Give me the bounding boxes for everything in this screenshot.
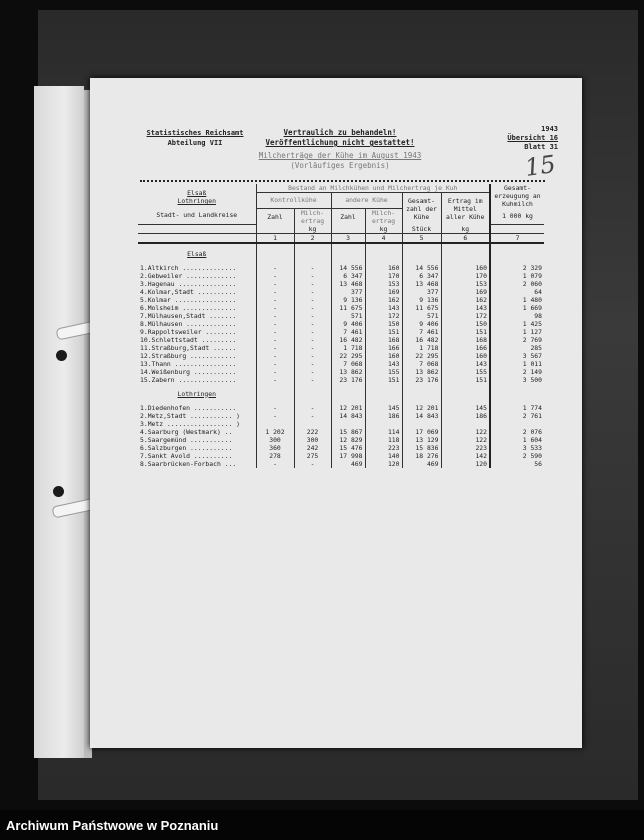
value-cell: - [294, 360, 331, 368]
document-page [90, 78, 582, 748]
value-cell: 22 295 [402, 352, 441, 360]
value-cell: 469 [331, 460, 365, 468]
unit-stueck: Stück [402, 225, 441, 234]
punch-hole [53, 486, 64, 497]
table-row [138, 360, 544, 368]
district-name: 7.Mülhausen,Stadt ....... [140, 311, 237, 320]
value-cell: 285 [490, 344, 544, 352]
value-cell: 11 675 [402, 304, 441, 312]
district-name: 2.Metz,Stadt ........... ) [140, 411, 241, 420]
value-cell: 360 [256, 444, 294, 452]
value-cell: 170 [441, 272, 490, 280]
col-milchertrag-andere: Milch-ertrag [365, 208, 402, 225]
value-cell: - [256, 288, 294, 296]
value-cell: - [294, 304, 331, 312]
district-name: 3.Hagenau ............... [140, 279, 237, 288]
value-cell: 170 [365, 272, 402, 280]
value-cell: - [294, 280, 331, 288]
value-cell: 150 [441, 320, 490, 328]
district-name: 1.Diedenhofen ........... [140, 403, 237, 412]
value-cell: 169 [365, 288, 402, 296]
value-cell: - [294, 336, 331, 344]
value-cell: 162 [365, 296, 402, 304]
value-cell: - [256, 312, 294, 320]
issuer-name: Statistisches Reichsamt [146, 129, 244, 137]
col-number: 3 [331, 233, 365, 243]
overview-number: Übersicht 16 [507, 134, 558, 142]
value-cell: 13 129 [402, 436, 441, 444]
document-subtitle: (Vorläufiges Ergebnis) [290, 161, 390, 170]
district-name: 7.Sankt Avold .......... [140, 451, 233, 460]
value-cell: 2 149 [490, 368, 544, 376]
handwritten-folio: 15 [523, 150, 558, 182]
value-cell: 15 476 [331, 444, 365, 452]
table-row [138, 420, 544, 428]
value-cell: - [256, 404, 294, 412]
confidential-notice: Vertraulich zu behandeln! [283, 128, 397, 137]
value-cell: 172 [365, 312, 402, 320]
value-cell: 122 [441, 436, 490, 444]
value-cell: 14 843 [331, 412, 365, 420]
value-cell: 9 406 [331, 320, 365, 328]
value-cell: 1 079 [490, 272, 544, 280]
value-cell: - [294, 368, 331, 376]
value-cell: 223 [441, 444, 490, 452]
table-row [138, 428, 544, 436]
value-cell [294, 420, 331, 428]
value-cell: - [294, 460, 331, 468]
value-cell: - [256, 360, 294, 368]
value-cell: 300 [256, 436, 294, 444]
table-row [138, 264, 544, 272]
value-cell: - [256, 460, 294, 468]
group-header: Bestand an Milchkühen und Milchertrag je Kuh [256, 184, 490, 193]
value-cell: 7 068 [331, 360, 365, 368]
value-cell: 140 [365, 452, 402, 460]
year: 1943 [541, 125, 558, 133]
value-cell: 14 843 [402, 412, 441, 420]
value-cell: 14 556 [331, 264, 365, 272]
sheet-number: Blatt 31 [524, 143, 558, 151]
value-cell: 168 [441, 336, 490, 344]
col-gesamterzeugung: Gesamt-erzeugung an Kuhmilch [490, 184, 544, 208]
value-cell [402, 420, 441, 428]
value-cell: 12 829 [331, 436, 365, 444]
value-cell: - [294, 320, 331, 328]
value-cell: 275 [294, 452, 331, 460]
district-name: 5.Saargemünd ........... [140, 435, 233, 444]
value-cell: 142 [441, 452, 490, 460]
archive-caption: Archiwum Państwowe w Poznaniu [6, 818, 219, 833]
value-cell: 23 176 [331, 376, 365, 384]
value-cell: 222 [294, 428, 331, 436]
publication-notice: Veröffentlichung nicht gestattet! [265, 138, 415, 147]
table-row [138, 444, 544, 452]
value-cell: 143 [441, 360, 490, 368]
punch-hole [56, 350, 67, 361]
table-row [138, 320, 544, 328]
section-header-row [138, 384, 544, 404]
district-name: 8.Mülhausen ............. [140, 319, 237, 328]
table-row [138, 452, 544, 460]
value-cell: 2 590 [490, 452, 544, 460]
value-cell: 166 [365, 344, 402, 352]
value-cell: 300 [294, 436, 331, 444]
value-cell: 23 176 [402, 376, 441, 384]
value-cell: - [294, 288, 331, 296]
value-cell: 14 556 [402, 264, 441, 272]
value-cell: - [256, 296, 294, 304]
value-cell: 571 [331, 312, 365, 320]
district-name: 3.Metz ................. ) [140, 419, 241, 428]
col-number: 1 [256, 233, 294, 243]
issuer-department: Abteilung VII [167, 139, 223, 147]
unit-kg: kg [365, 225, 402, 234]
value-cell: 1 774 [490, 404, 544, 412]
value-cell: 155 [441, 368, 490, 376]
district-name: 6.Salzburgen ........... [140, 443, 233, 452]
table-row [138, 304, 544, 312]
value-cell: 143 [365, 360, 402, 368]
value-cell: 1 669 [490, 304, 544, 312]
value-cell [441, 420, 490, 428]
district-name: 1.Altkirch .............. [140, 263, 237, 272]
value-cell: 186 [365, 412, 402, 420]
value-cell: 160 [365, 352, 402, 360]
value-cell: 114 [365, 428, 402, 436]
value-cell: 17 998 [331, 452, 365, 460]
value-cell: - [294, 272, 331, 280]
value-cell: - [256, 336, 294, 344]
value-cell: 12 201 [331, 404, 365, 412]
value-cell: 18 276 [402, 452, 441, 460]
value-cell: 9 136 [402, 296, 441, 304]
table-row [138, 436, 544, 444]
table-row [138, 328, 544, 336]
value-cell: 172 [441, 312, 490, 320]
value-cell: 377 [402, 288, 441, 296]
value-cell: 151 [441, 328, 490, 336]
col-gesamtzahl: Gesamt-zahl der Kühe [402, 193, 441, 225]
col-number: 4 [365, 233, 402, 243]
district-name: 14.Weißenburg ........... [140, 367, 237, 376]
value-cell: 143 [441, 304, 490, 312]
value-cell: 145 [441, 404, 490, 412]
value-cell: 151 [365, 328, 402, 336]
value-cell: 122 [441, 428, 490, 436]
reference-block [488, 125, 558, 152]
value-cell: 22 295 [331, 352, 365, 360]
value-cell: - [294, 376, 331, 384]
value-cell: 1 127 [490, 328, 544, 336]
col-milchertrag-kontroll: Milch-ertrag [294, 208, 331, 225]
table-row [138, 296, 544, 304]
value-cell: 15 867 [331, 428, 365, 436]
value-cell: - [256, 304, 294, 312]
table-row [138, 336, 544, 344]
binder-spine [34, 86, 86, 758]
value-cell: 160 [441, 352, 490, 360]
value-cell: 2 076 [490, 428, 544, 436]
section-header-row [138, 243, 544, 264]
value-cell: 3 533 [490, 444, 544, 452]
value-cell: - [256, 264, 294, 272]
unit-kg: kg [294, 225, 331, 234]
unit-kg: kg [441, 225, 490, 234]
district-name: 8.Saarbrücken-Forbach ... [140, 459, 237, 468]
value-cell: 1 718 [402, 344, 441, 352]
value-cell: 12 201 [402, 404, 441, 412]
unit-1000kg: 1 000 kg [490, 208, 544, 225]
value-cell: 13 862 [331, 368, 365, 376]
value-cell: - [294, 352, 331, 360]
value-cell: 153 [365, 280, 402, 288]
value-cell: 168 [365, 336, 402, 344]
table-row [138, 460, 544, 468]
value-cell: 9 136 [331, 296, 365, 304]
col-ertrag-mittel: Ertrag im Mittel aller Kühe [441, 193, 490, 225]
district-name: 2.Gebweiler ............. [140, 271, 237, 280]
sub-andere-kuehe: andere Kühe [331, 193, 402, 209]
region-header: Elsaß Lothringen Stadt- und Landkreise [138, 184, 256, 225]
table-body [138, 243, 544, 468]
table-row [138, 288, 544, 296]
value-cell: - [294, 404, 331, 412]
value-cell: 150 [365, 320, 402, 328]
value-cell: 155 [365, 368, 402, 376]
district-name: 4.Kolmar,Stadt .......... [140, 287, 237, 296]
value-cell: 162 [441, 296, 490, 304]
district-name: 12.Straßburg ............ [140, 351, 237, 360]
table-row [138, 404, 544, 412]
value-cell: 13 862 [402, 368, 441, 376]
milk-yield-table [138, 184, 544, 468]
district-name: 4.Saarburg (Westmark) .. [140, 427, 233, 436]
value-cell: - [256, 328, 294, 336]
value-cell: - [256, 272, 294, 280]
value-cell: - [256, 412, 294, 420]
value-cell [256, 420, 294, 428]
value-cell: 153 [441, 280, 490, 288]
table-row [138, 280, 544, 288]
col-zahl-andere: Zahl [331, 208, 365, 225]
value-cell: 377 [331, 288, 365, 296]
value-cell: - [294, 264, 331, 272]
value-cell: 186 [441, 412, 490, 420]
value-cell: 1 604 [490, 436, 544, 444]
col-zahl-kontroll: Zahl [256, 208, 294, 225]
district-name: 13.Thann ................ [140, 359, 237, 368]
value-cell: 16 482 [331, 336, 365, 344]
value-cell: 11 675 [331, 304, 365, 312]
value-cell: - [294, 328, 331, 336]
value-cell: 2 761 [490, 412, 544, 420]
title-block [240, 128, 440, 171]
section-title: Lothringen [177, 389, 216, 398]
col-number: 7 [490, 233, 544, 243]
value-cell: - [256, 352, 294, 360]
district-name: 9.Rappoltsweiler ........ [140, 327, 237, 336]
col-number: 5 [402, 233, 441, 243]
value-cell: 223 [365, 444, 402, 452]
value-cell: - [294, 296, 331, 304]
value-cell: 469 [402, 460, 441, 468]
value-cell: 1 718 [331, 344, 365, 352]
value-cell [365, 420, 402, 428]
col-number: 2 [294, 233, 331, 243]
value-cell: - [294, 344, 331, 352]
value-cell: 160 [365, 264, 402, 272]
value-cell [490, 420, 544, 428]
value-cell: - [256, 376, 294, 384]
value-cell: 64 [490, 288, 544, 296]
table-row [138, 344, 544, 352]
value-cell: 145 [365, 404, 402, 412]
district-name: 10.Schlettstadt ......... [140, 335, 237, 344]
value-cell: 2 329 [490, 264, 544, 272]
value-cell: 7 461 [331, 328, 365, 336]
value-cell: - [294, 412, 331, 420]
district-name: 5.Kolmar ................ [140, 295, 237, 304]
value-cell: - [294, 312, 331, 320]
value-cell: 571 [402, 312, 441, 320]
section-title: Elsaß [187, 249, 207, 258]
issuer-block [140, 128, 250, 148]
table-row [138, 368, 544, 376]
value-cell: 1 011 [490, 360, 544, 368]
value-cell: - [256, 280, 294, 288]
value-cell: 278 [256, 452, 294, 460]
value-cell: 166 [441, 344, 490, 352]
value-cell: 56 [490, 460, 544, 468]
value-cell: 9 406 [402, 320, 441, 328]
table-row [138, 376, 544, 384]
value-cell: 7 461 [402, 328, 441, 336]
value-cell: 2 060 [490, 280, 544, 288]
value-cell: 120 [441, 460, 490, 468]
value-cell [331, 420, 365, 428]
document-title: Milcherträge der Kühe im August 1943 [258, 151, 422, 160]
value-cell: 3 567 [490, 352, 544, 360]
value-cell: 7 068 [402, 360, 441, 368]
value-cell: 151 [365, 376, 402, 384]
value-cell: 1 425 [490, 320, 544, 328]
header-divider [140, 180, 545, 182]
table-row [138, 412, 544, 420]
value-cell: 6 347 [331, 272, 365, 280]
value-cell: 13 468 [331, 280, 365, 288]
value-cell: 3 500 [490, 376, 544, 384]
value-cell: 151 [441, 376, 490, 384]
value-cell: - [256, 368, 294, 376]
value-cell: 98 [490, 312, 544, 320]
value-cell: 242 [294, 444, 331, 452]
table-row [138, 312, 544, 320]
value-cell: - [256, 320, 294, 328]
value-cell: 169 [441, 288, 490, 296]
district-name: 11.Straßburg,Stadt ...... [140, 343, 237, 352]
value-cell: - [256, 344, 294, 352]
table-row [138, 352, 544, 360]
value-cell: 13 468 [402, 280, 441, 288]
col-number: 6 [441, 233, 490, 243]
district-name: 15.Zabern ............... [140, 375, 237, 384]
table-row [138, 272, 544, 280]
value-cell: 17 069 [402, 428, 441, 436]
value-cell: 1 202 [256, 428, 294, 436]
value-cell: 15 836 [402, 444, 441, 452]
value-cell: 2 769 [490, 336, 544, 344]
value-cell: 160 [441, 264, 490, 272]
value-cell: 6 347 [402, 272, 441, 280]
value-cell: 118 [365, 436, 402, 444]
value-cell: 1 480 [490, 296, 544, 304]
value-cell: 143 [365, 304, 402, 312]
sub-kontrollkuehe: Kontrollkühe [256, 193, 331, 209]
value-cell: 16 482 [402, 336, 441, 344]
district-name: 6.Molsheim .............. [140, 303, 237, 312]
value-cell: 120 [365, 460, 402, 468]
